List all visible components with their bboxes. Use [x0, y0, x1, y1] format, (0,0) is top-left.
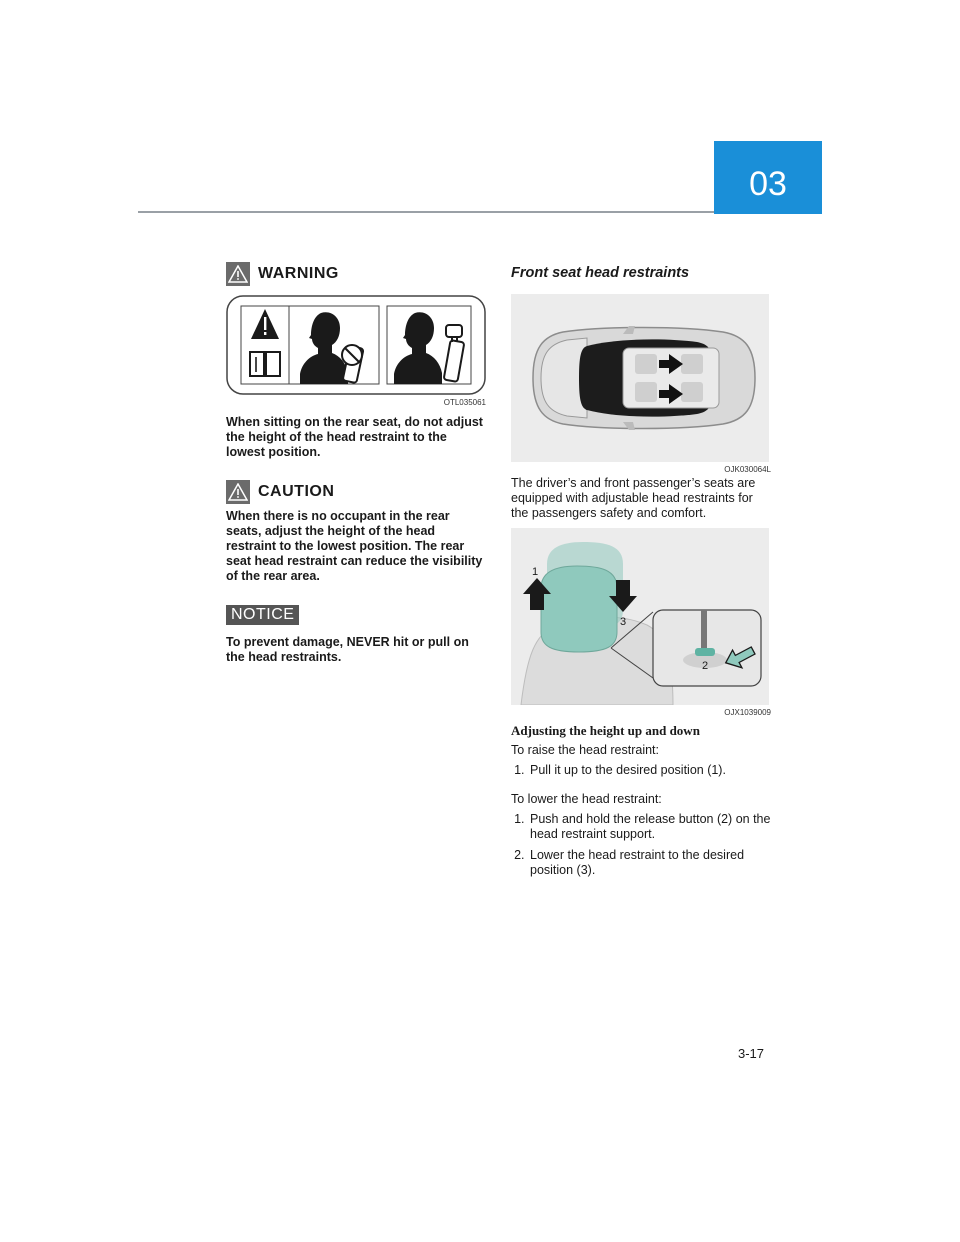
page-number: 3-17	[738, 1046, 765, 1061]
chapter-number: 03	[749, 165, 787, 203]
warning-title: WARNING	[258, 265, 339, 282]
car-topview-illustration	[511, 294, 769, 462]
lower-intro: To lower the head restraint:	[511, 792, 662, 806]
label-button-2: 2	[702, 660, 709, 672]
raise-steps	[511, 763, 771, 778]
warning-header	[226, 262, 486, 286]
head-restraint-illustration	[511, 528, 769, 705]
caution-title: CAUTION	[258, 483, 335, 500]
warning-triangle-icon	[226, 262, 250, 286]
warning-text: When sitting on the rear seat, do not adjust the height of the head restraint to the lowest position.	[226, 415, 483, 459]
header-rule	[138, 211, 714, 213]
chapter-tab	[714, 141, 822, 214]
notice-text: To prevent damage, NEVER hit or pull on the head restraints.	[226, 635, 469, 664]
caution-triangle-icon	[226, 480, 250, 504]
section-title: Front seat head restraints	[511, 265, 690, 281]
warning-illustration	[226, 295, 486, 395]
caution-text: When there is no occupant in the rear seats, adjust the height of the head restraint to the lowest position. The rear seat head restraint can reduce the visibility of the rear area.	[226, 509, 483, 583]
caution-header	[226, 480, 486, 504]
label-up-1: 1	[532, 566, 539, 578]
lower-step-2: 2. Lower the head restraint to the desired position (3).	[528, 848, 771, 878]
raise-step-1: 1. Pull it up to the desired position (1).	[528, 763, 771, 778]
lower-steps	[511, 812, 771, 878]
restraint-image-code: OJX1039009	[724, 708, 771, 717]
left-column	[226, 262, 486, 665]
intro-text: The driver’s and front passenger’s seats are equipped with adjustable head restraints for the passengers safety and comfort.	[511, 476, 756, 520]
notice-header	[226, 604, 486, 625]
warning-image-code: OTL035061	[443, 398, 486, 407]
label-down-3: 3	[620, 616, 627, 628]
adjust-subheading: Adjusting the height up and down	[511, 723, 700, 738]
right-column	[511, 262, 771, 884]
car-image-code: OJK030064L	[724, 465, 771, 474]
lower-step-1: 1. Push and hold the release button (2) on the head restraint support.	[528, 812, 771, 842]
notice-badge: NOTICE	[226, 605, 299, 625]
raise-intro: To raise the head restraint:	[511, 743, 659, 757]
